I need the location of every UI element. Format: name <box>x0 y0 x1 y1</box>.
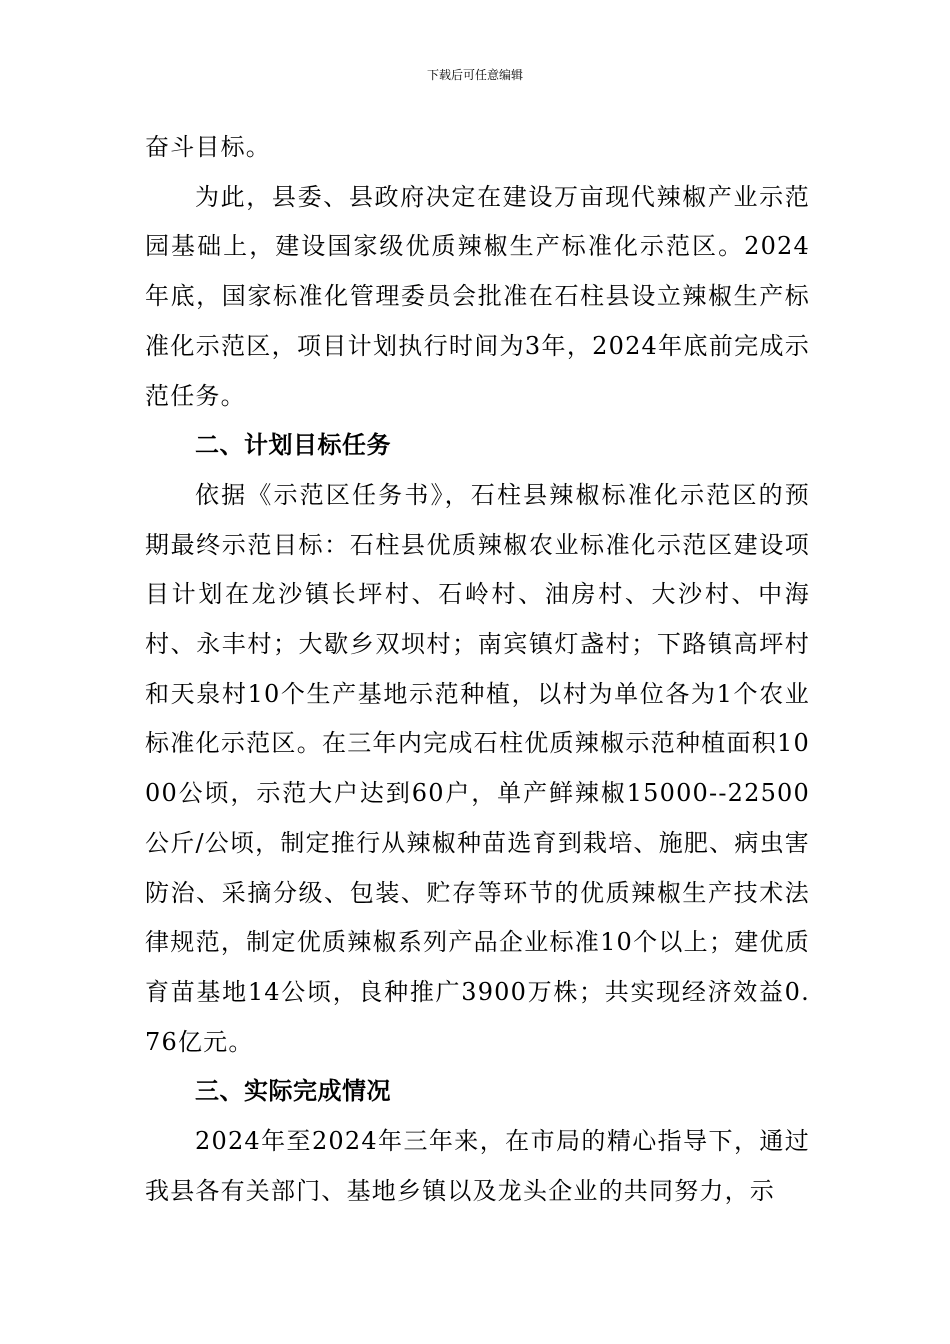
paragraph-demonstration-zone: 为此，县委、县政府决定在建设万亩现代辣椒产业示范园基础上，建设国家级优质辣椒生产标准化示范区。2024年底，国家标准化管理委员会批准在石柱县设立辣椒生产标准化示范区，项目计划执行时间为3年，2024年底前完成示范任务。 <box>145 182 810 410</box>
paragraph-actual-completion: 2024年至2024年三年来，在市局的精心指导下，通过我县各有关部门、基地乡镇以及龙头企业的共同努力，示 <box>145 1127 810 1205</box>
page-header-note: 下载后可任意编辑 <box>426 68 523 82</box>
paragraph-plan-targets: 依据《示范区任务书》，石柱县辣椒标准化示范区的预期最终示范目标：石柱县优质辣椒农业标准化示范区建设项目计划在龙沙镇长坪村、石岭村、油房村、大沙村、中海村、永丰村；大歇乡双坝村；南宾镇灯盏村；下路镇高坪村和天泉村10个生产基地示范种植，以村为单位各为1个农业标准化示范区。在三年内完成石柱优质辣椒示范种植面积1000公顷，示范大户达到60户，单产鲜辣椒15000--22500公斤/公顷，制定推行从辣椒种苗选育到栽培、施肥、病虫害防治、采摘分级、包装、贮存等环节的优质辣椒生产技术法律规范，制定优质辣椒系列产品企业标准10个以上；建优质育苗基地14公顷，良种推广3900万株；共实现经济效益0.76亿元。 <box>145 480 810 1056</box>
section-heading-actual-completion: 三、实际完成情况 <box>195 1077 391 1106</box>
document-body <box>145 123 810 1216</box>
paragraph-continuation: 奋斗目标。 <box>145 133 271 161</box>
section-heading-plan-targets: 二、计划目标任务 <box>195 431 391 460</box>
